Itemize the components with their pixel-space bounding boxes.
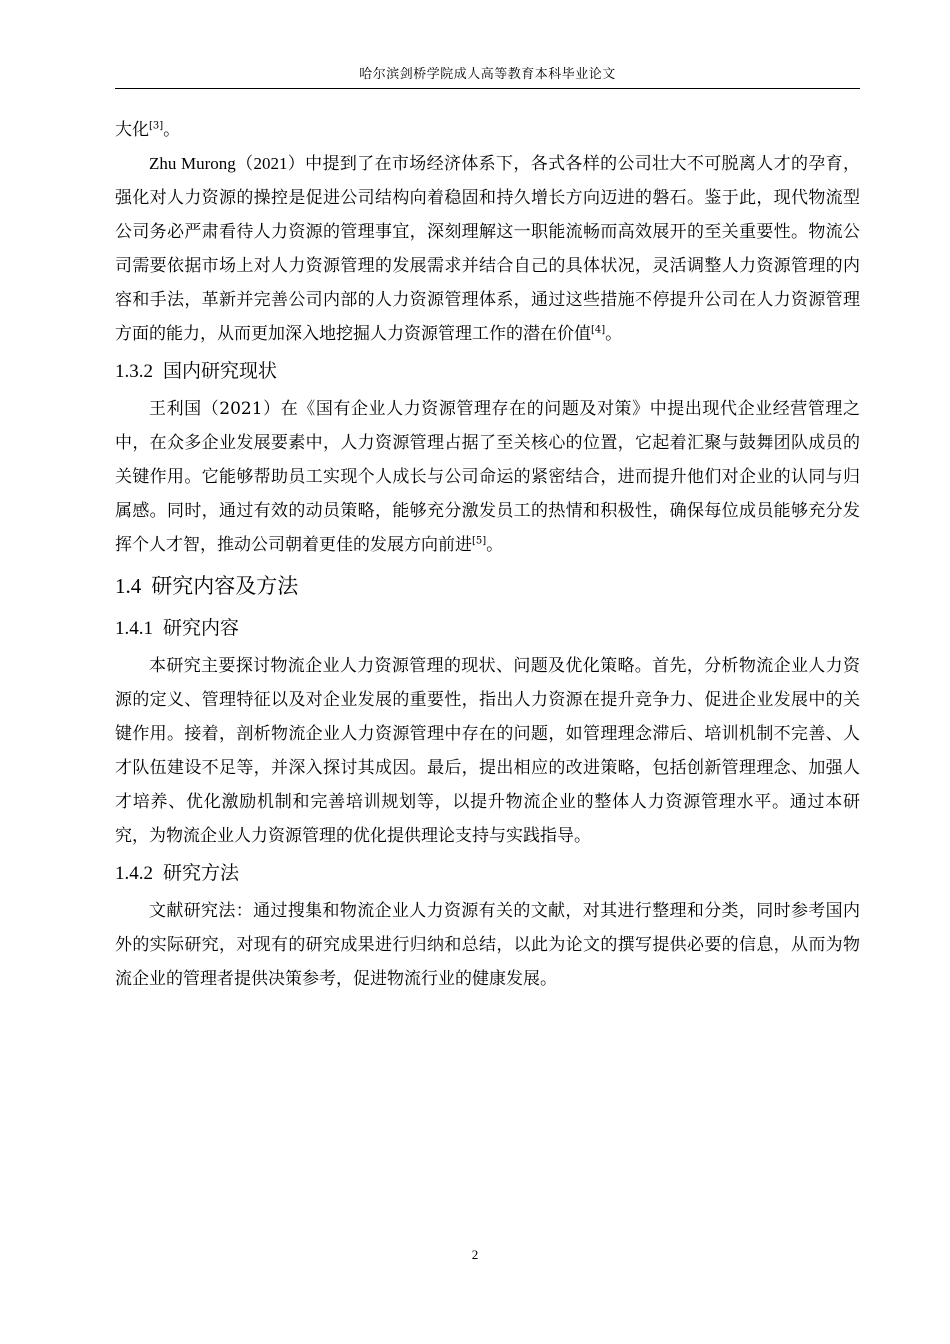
section-title: 研究内容 [163, 617, 240, 639]
paragraph-text: 王利国（2021）在《国有企业人力资源管理存在的问题及对策》中提出现代企业经营管理之中，在众多企业发展要素中，人力资源管理占据了至关核心的位置，它起着汇聚与鼓舞团队成员的关键作用。它能够帮助员工实现个人成长与公司命运的紧密结合，进而提升他们对企业的认同与归属感。同时，通过有效的动员策略，能够充分激发员工的热情和积极性，确保每位成员能够充分发挥个人才智，推动公司朝着更佳的发展方向前进 [115, 399, 860, 555]
section-heading-1-4-2 [115, 853, 860, 894]
paragraph-lead: Zhu Murong（2021） [149, 154, 306, 173]
paragraph-text: 大化 [115, 120, 149, 140]
section-title: 国内研究现状 [163, 360, 278, 382]
section-number: 1.3.2 [115, 361, 153, 382]
section-title: 研究内容及方法 [151, 574, 299, 598]
paragraph-tail: 。 [163, 120, 181, 140]
paragraph-zhu-murong [115, 147, 860, 351]
header-rule [115, 88, 860, 89]
page-number: 2 [471, 1247, 479, 1262]
paragraph-text: 中提到了在市场经济体系下，各式各样的公司壮大不可脱离人才的孕育，强化对人力资源的操控是促进公司结构向着稳固和持久增长方向迈进的磐石。鉴于此，现代物流型公司务必严肃看待人力资源的管理事宜，深刻理解这一职能流畅而高效展开的至关重要性。物流公司需要依据市场上对人力资源管理的发展需求并结合自己的具体状况，灵活调整人力资源管理的内容和手法，革新并完善公司内部的人力资源管理体系，通过这些措施不停提升公司在人力资源管理方面的能力，从而更加深入地挖掘人力资源管理工作的潜在价值 [115, 154, 861, 344]
citation-ref: [4] [591, 324, 606, 336]
paragraph-tail: 。 [486, 535, 504, 555]
citation-ref: [5] [472, 535, 487, 547]
section-number: 1.4.2 [115, 863, 153, 884]
section-title: 研究方法 [163, 862, 240, 884]
paragraph-domestic-research [115, 392, 860, 562]
section-number: 1.4.1 [115, 618, 153, 639]
paragraph-research-method: 文献研究法：通过搜集和物流企业人力资源有关的文献，对其进行整理和分类，同时参考国内外的实际研究，对现有的研究成果进行归纳和总结，以此为论文的撰写提供必要的信息，从而为物流企业的管理者提供决策参考，促进物流行业的健康发展。 [115, 901, 860, 989]
section-heading-1-4-1 [115, 608, 860, 649]
citation-ref: [3] [149, 120, 164, 132]
paragraph-tail: 。 [605, 324, 623, 344]
paragraph-research-content: 本研究主要探讨物流企业人力资源管理的现状、问题及优化策略。首先，分析物流企业人力资源的定义、管理特征以及对企业发展的重要性，指出人力资源在提升竞争力、促进企业发展中的关键作用。接着，剖析物流企业人力资源管理中存在的问题，如管理理念滞后、培训机制不完善、人才队伍建设不足等，并深入探讨其成因。最后，提出相应的改进策略，包括创新管理理念、加强人才培养、优化激励机制和完善培训规划等，以提升物流企业的整体人力资源管理水平。通过本研究，为物流企业人力资源管理的优化提供理论支持与实践指导。 [115, 656, 860, 846]
running-header: 哈尔滨剑桥学院成人高等教育本科毕业论文 [359, 67, 616, 82]
paragraph-continuation [115, 113, 860, 147]
section-heading-1-4 [115, 564, 860, 608]
page-body [115, 113, 860, 996]
section-heading-1-3-2 [115, 351, 860, 392]
section-number: 1.4 [115, 574, 142, 598]
